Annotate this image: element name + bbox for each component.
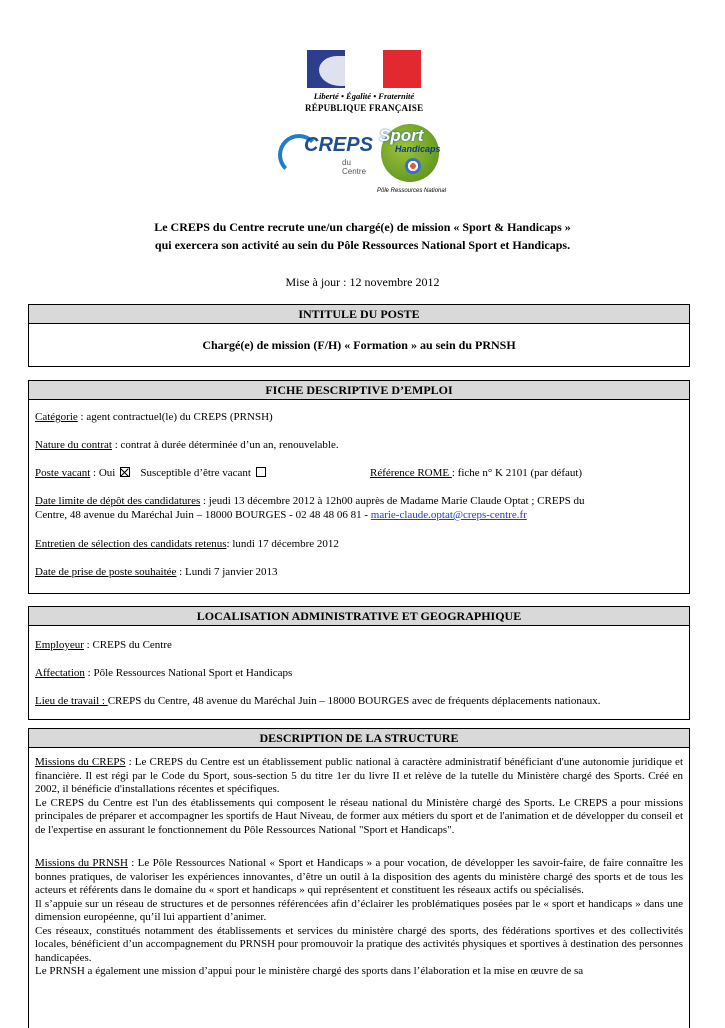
checked-box-icon[interactable] bbox=[120, 467, 130, 477]
contrat-row bbox=[35, 439, 339, 451]
missions-prnsh-label: Missions du PRNSH bbox=[35, 857, 128, 869]
rf-motto: Liberté • Égalité • Fraternité bbox=[313, 91, 415, 101]
creps-logo-subtext: du Centre bbox=[342, 158, 367, 176]
heading-line-1: Le CREPS du Centre recrute une/un chargé(e) de mission « Sport & Handicaps » bbox=[154, 220, 571, 234]
poste-label: Poste vacant bbox=[35, 467, 91, 479]
lieu-label: Lieu de travail : bbox=[35, 695, 108, 707]
description-header: DESCRIPTION DE LA STRUCTURE bbox=[29, 729, 689, 748]
depot-row-2 bbox=[35, 509, 527, 521]
sport-handicaps-logo bbox=[375, 122, 459, 200]
depot-value: : jeudi 13 décembre 2012 à 12h00 auprès de Madame Marie Claude Optat ; CREPS du bbox=[200, 495, 585, 507]
target-icon bbox=[405, 158, 421, 174]
localisation-header: LOCALISATION ADMINISTRATIVE ET GEOGRAPHIQUE bbox=[29, 607, 689, 626]
lieu-value: CREPS du Centre, 48 avenue du Maréchal Juin – 18000 BOURGES avec de fréquents déplacements nationaux. bbox=[107, 695, 601, 707]
job-title: Chargé(e) de mission (F/H) « Formation » au sein du PRNSH bbox=[202, 338, 516, 352]
intitule-header: INTITULE DU POSTE bbox=[29, 305, 689, 324]
poste-value: : Oui bbox=[90, 467, 116, 479]
fiche-header: FICHE DESCRIPTIVE D’EMPLOI bbox=[29, 381, 689, 400]
email-link[interactable]: marie-claude.optat@creps-centre.fr bbox=[370, 509, 527, 521]
lieu-row bbox=[35, 695, 600, 707]
creps-logo bbox=[278, 128, 374, 178]
entretien-value: : lundi 17 décembre 2012 bbox=[226, 538, 339, 550]
prnsh-paragraph-3: Ces réseaux, constitués notamment des établissements et services du ministère chargé des sports, des fédérations sportives et des collectivités locales, bénéficient d’un accompagnement du PRNSH pour promouvoir la pratique des activités physiques et sportives à destination des personnes handicapées. bbox=[35, 924, 683, 964]
intitule-section bbox=[28, 304, 690, 367]
depot-address: Centre, 48 avenue du Maréchal Juin – 18000 BOURGES - 02 48 48 06 81 - bbox=[35, 509, 371, 521]
marianne-flag-icon bbox=[307, 50, 421, 88]
missions-creps-paragraph bbox=[35, 756, 683, 837]
pole-logo-text: Pôle Ressources National bbox=[377, 188, 447, 194]
prnsh-paragraph-4: Le PRNSH a également une mission d’appui pour le ministère chargé des sports dans l’élaboration et la mise en œuvre de sa bbox=[35, 965, 584, 977]
rome-row bbox=[370, 467, 582, 479]
missions-creps-text: : Le CREPS du Centre est un établissement public national à caractère administratif bénéficiant d'une autonomie juridique et financière. Il est régi par le Code du Sport, sous-section 5 du titre 1er du livre II et relève de la tutelle du Ministère chargé des Sports. Créé en 2002, il bénéficie d'installations récentes et spécifiques. bbox=[35, 756, 683, 795]
entretien-label: Entretien de sélection des candidats retenus bbox=[35, 538, 227, 550]
employeur-row bbox=[35, 639, 172, 651]
affectation-value: : Pôle Ressources National Sport et Handicaps bbox=[84, 667, 293, 679]
contrat-value: : contrat à durée déterminée d’un an, renouvelable. bbox=[111, 439, 339, 451]
employeur-value: : CREPS du Centre bbox=[83, 639, 172, 651]
entretien-row bbox=[35, 538, 339, 550]
localisation-section bbox=[28, 606, 690, 720]
rf-name: RÉPUBLIQUE FRANÇAISE bbox=[305, 103, 424, 113]
missions-creps-label: Missions du CREPS bbox=[35, 756, 126, 768]
categorie-label: Catégorie bbox=[35, 411, 78, 423]
contrat-label: Nature du contrat bbox=[35, 439, 112, 451]
handicaps-logo-text: Handicaps bbox=[395, 144, 441, 154]
prise-value: : Lundi 7 janvier 2013 bbox=[176, 566, 278, 578]
depot-label: Date limite de dépôt des candidatures bbox=[35, 495, 201, 507]
susceptible-label: Susceptible d’être vacant bbox=[140, 467, 251, 479]
poste-row bbox=[35, 467, 268, 479]
categorie-row bbox=[35, 411, 273, 423]
rome-label: Référence ROME bbox=[370, 467, 452, 479]
prise-label: Date de prise de poste souhaitée bbox=[35, 566, 177, 578]
missions-prnsh-paragraph bbox=[35, 857, 683, 979]
categorie-value: : agent contractuel(le) du CREPS (PRNSH) bbox=[77, 411, 273, 423]
prise-row bbox=[35, 566, 278, 578]
unchecked-box-icon[interactable] bbox=[256, 467, 266, 477]
heading-line-2: qui exercera son activité au sein du Pôle Ressources National Sport et Handicaps. bbox=[154, 238, 571, 252]
employeur-label: Employeur bbox=[35, 639, 84, 651]
creps-paragraph-2: Le CREPS du Centre est l'un des établissements qui composent le réseau national du Ministère chargé des Sports. Le CREPS a pour missions principales de préparer et accompagner les sportifs de Haut Niveau, de former aux métiers du sport et de l'animation et de développer du conseil et de l'expertise en assurant le fonctionnement du Pôle Ressources National "Sport et Handicaps". bbox=[35, 796, 683, 836]
missions-prnsh-text: : Le Pôle Ressources National « Sport et Handicaps » a pour vocation, de développer les savoir-faire, de faire connaître les bonnes pratiques, de valoriser les expériences innovantes, d’être un outil à la disposition des agents du ministère chargé des sports et de tous les acteurs et référents dans le domaine du « sport et handicaps » qui représentent et constituent les réseaux actifs ou spécialisés. bbox=[35, 857, 683, 896]
sport-logo-text: Sport bbox=[379, 126, 424, 145]
description-section bbox=[28, 728, 690, 1028]
prnsh-paragraph-2: Il s’appuie sur un réseau de structures et de personnes référencées afin d’éclairer les problématiques posées par le « sport et handicaps » dans une dimension européenne, qu’il lui appartient d’animer. bbox=[35, 897, 683, 923]
fiche-section bbox=[28, 380, 690, 594]
affectation-row bbox=[35, 667, 292, 679]
rome-value: : fiche n° K 2101 (par défaut) bbox=[451, 467, 583, 479]
republique-francaise-logo bbox=[305, 50, 423, 113]
creps-logo-text: CREPS bbox=[304, 134, 373, 156]
update-date: Mise à jour : 12 novembre 2012 bbox=[285, 275, 440, 289]
affectation-label: Affectation bbox=[35, 667, 85, 679]
depot-row bbox=[35, 495, 585, 507]
